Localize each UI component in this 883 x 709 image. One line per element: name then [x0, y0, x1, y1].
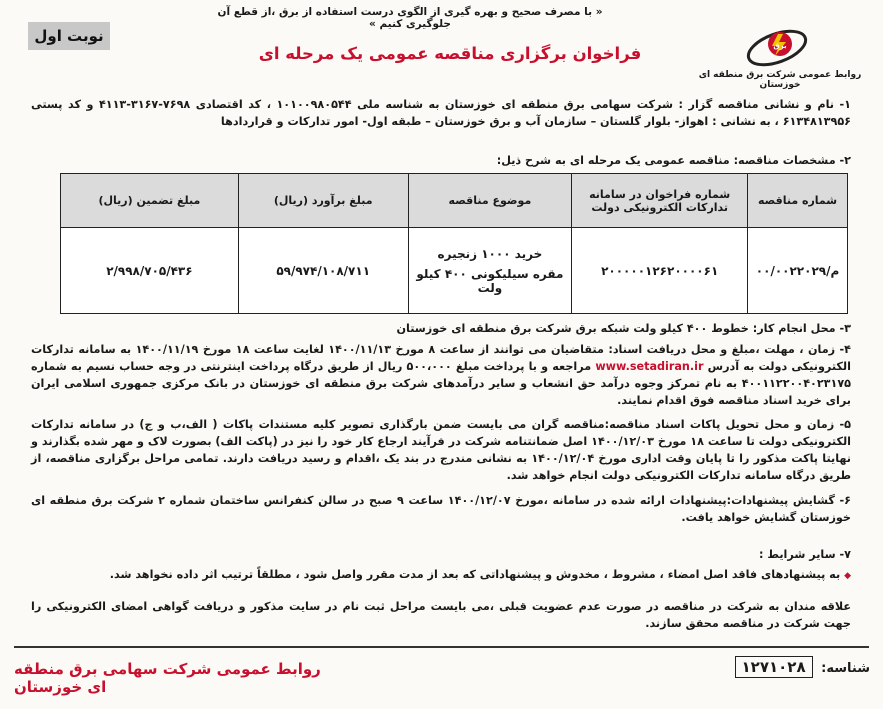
section-5-delivery: ۵- زمان و محل تحویل پاکات اسناد مناقصه:مناقصه گران می بایست ضمن بارگذاری تصویر کلیه مستندات پاکات ( الف،ب و ج) در سامانه تدارکات الکترونیکی دولت تا ساعت ۱۸ مورخ ۱۴۰۰/۱۲/۰۳ اصل ضمانتنامه شرکت در فرآیند ارجاع کار خود را نیز در (پاکت الف) بصورت لاک و مهر شده بگذارند و نهایتا پاکت مذکور را تا پایان وقت اداری مورخ ۱۴۰۰/۱۲/۰۴ به نشانی مندرج در بند یک ،اقدام و رسید دریافت دارند. تمامی مراحل برگزاری مناقصه، از طریق درگاه سامانه تدارکات الکترونیکی دولت انجام خواهد شد. — [31, 418, 852, 482]
logo-caption: روابط عمومی شرکت برق منطقه ای خوزستان — [698, 70, 862, 90]
section-4-documents — [31, 341, 851, 409]
header-guarantee: مبلغ تضمین (ریال) — [61, 174, 239, 228]
subject-line-1: خرید ۱۰۰۰ زنجیره — [437, 246, 543, 261]
page-title: فراخوان برگزاری مناقصه عمومی یک مرحله ای — [258, 44, 642, 63]
estimate-value: ۵۹/۹۷۴/۱۰۸/۷۱۱ — [276, 263, 371, 278]
table-row — [61, 228, 848, 314]
footer-public-relations: روابط عمومی شرکت سهامی برق منطقه ای خوزستان — [14, 660, 321, 696]
subject-line-2: مقره سیلیکونی ۴۰۰ کیلو ولت — [416, 266, 564, 295]
section-7-bullet — [31, 566, 851, 585]
header-subject: موضوع مناقصه — [408, 174, 572, 228]
company-logo-icon — [742, 22, 812, 74]
section-2-specs: ۲- مشخصات مناقصه: مناقصه عمومی یک مرحله ای به شرح ذیل: — [496, 154, 851, 167]
setad-number-value: ۲۰۰۰۰۰۱۲۶۲۰۰۰۰۶۱ — [601, 263, 719, 278]
footer-divider — [14, 646, 869, 648]
cell-tender-number — [748, 228, 848, 314]
guarantee-value: ۲/۹۹۸/۷۰۵/۴۳۶ — [106, 263, 193, 278]
section-7-note: علاقه مندان به شرکت در مناقصه در صورت عدم عضویت قبلی ،می بایست مراحل ثبت نام در سایت مذکور و دریافت گواهی امضای الکترونیکی را جهت شرکت در مناقصه محقق سازند. — [31, 600, 851, 630]
tender-table — [60, 173, 848, 314]
section-6-opening: ۶- گشایش پیشنهادات:پیشنهادات ارائه شده در سامانه ،مورخ ۱۴۰۰/۱۲/۰۷ ساعت ۹ صبح در سالن کنفرانس ساختمان شماره ۲ شرکت برق منطقه ای خوزستان گشایش خواهد یافت. — [31, 494, 852, 524]
section-4-text-a: ۴- زمان ، مهلت ،مبلغ و محل دریافت اسناد: متقاضیان می توانند از ساعت ۸ مورخ ۱۴۰۰/۱۱/۱۳ لغایت ساعت ۱۸ مورخ ۱۴۰۰/۱۱/۱۹ به سامانه تدارکات الکترونیکی دولت به آدرس — [31, 343, 852, 373]
tender-table-header-row — [61, 174, 848, 228]
slogan: « با مصرف صحیح و بهره گیری از الگوی درست استفاده از برق ،از قطع آن جلوگیری کنیم » — [217, 6, 603, 30]
setad-website-link[interactable]: www.setadiran.ir — [595, 360, 704, 373]
serial-label: شناسه: — [821, 661, 870, 676]
section-7-bullet-text: به پیشنهادهای فاقد اصل امضاء ، مشروط ، مخدوش و پیشنهاداتی که بعد از مدت مقرر واصل شود ، مطلقاً ترتیب اثر داده نخواهد شد. — [109, 568, 841, 581]
section-4-text-b: مراجعه و با پرداخت مبلغ ۵۰۰،۰۰۰ ریال از طریق درگاه پرداخت اینترنتی در وجه حساب نسیم به شماره ۴۰۰۱۱۲۲۰۰۴۰۲۳۱۷۵ به نام تمرکز وجوه درآمد حق انشعاب و سایر درآمدهای شرکت برق منطقه ای خوزستان در بانک مرکزی جمهوری اسلامی ایران برای خرید اسناد مناقصه فوق اقدام نمایند. — [31, 360, 851, 407]
cell-guarantee — [61, 228, 239, 314]
cell-subject — [408, 228, 572, 314]
serial-number — [730, 656, 870, 678]
section-1-organizer: ۱- نام و نشانی مناقصه گزار : شرکت سهامی برق منطقه ای خوزستان به شناسه ملی ۱۰۱۰۰۹۸۰۵۴۴ ، کد اقتصادی ۷۶۹۸-۳۱۶۷-۴۱۱۳ و کد پستی ۶۱۳۴۸۱۳۹۵۶ ، به نشانی : اهواز- بلوار گلستان – سازمان آب و برق خوزستان – طبقه اول- امور تدارکات و قراردادها — [31, 98, 851, 128]
cell-setad-number — [572, 228, 748, 314]
cell-estimate — [238, 228, 408, 314]
tender-number-value: م/۰۰/۰۰۲۲۰۲۹ — [755, 263, 840, 278]
turn-badge: نوبت اول — [28, 22, 110, 50]
header-estimate: مبلغ برآورد (ریال) — [238, 174, 408, 228]
serial-value: ۱۲۷۱۰۲۸ — [735, 656, 813, 678]
section-3-location: ۳- محل انجام کار: خطوط ۴۰۰ کیلو ولت شبکه برق شرکت برق منطقه ای خوزستان — [396, 322, 851, 335]
section-7-heading: ۷- سایر شرایط : — [759, 548, 851, 561]
logo-text: برق — [773, 42, 787, 50]
header-setad-number: شماره فراخوان در سامانه تدارکات الکترونیکی دولت — [572, 174, 748, 228]
header-tender-number: شماره مناقصه — [748, 174, 848, 228]
bullet-icon: ◆ — [844, 571, 851, 581]
